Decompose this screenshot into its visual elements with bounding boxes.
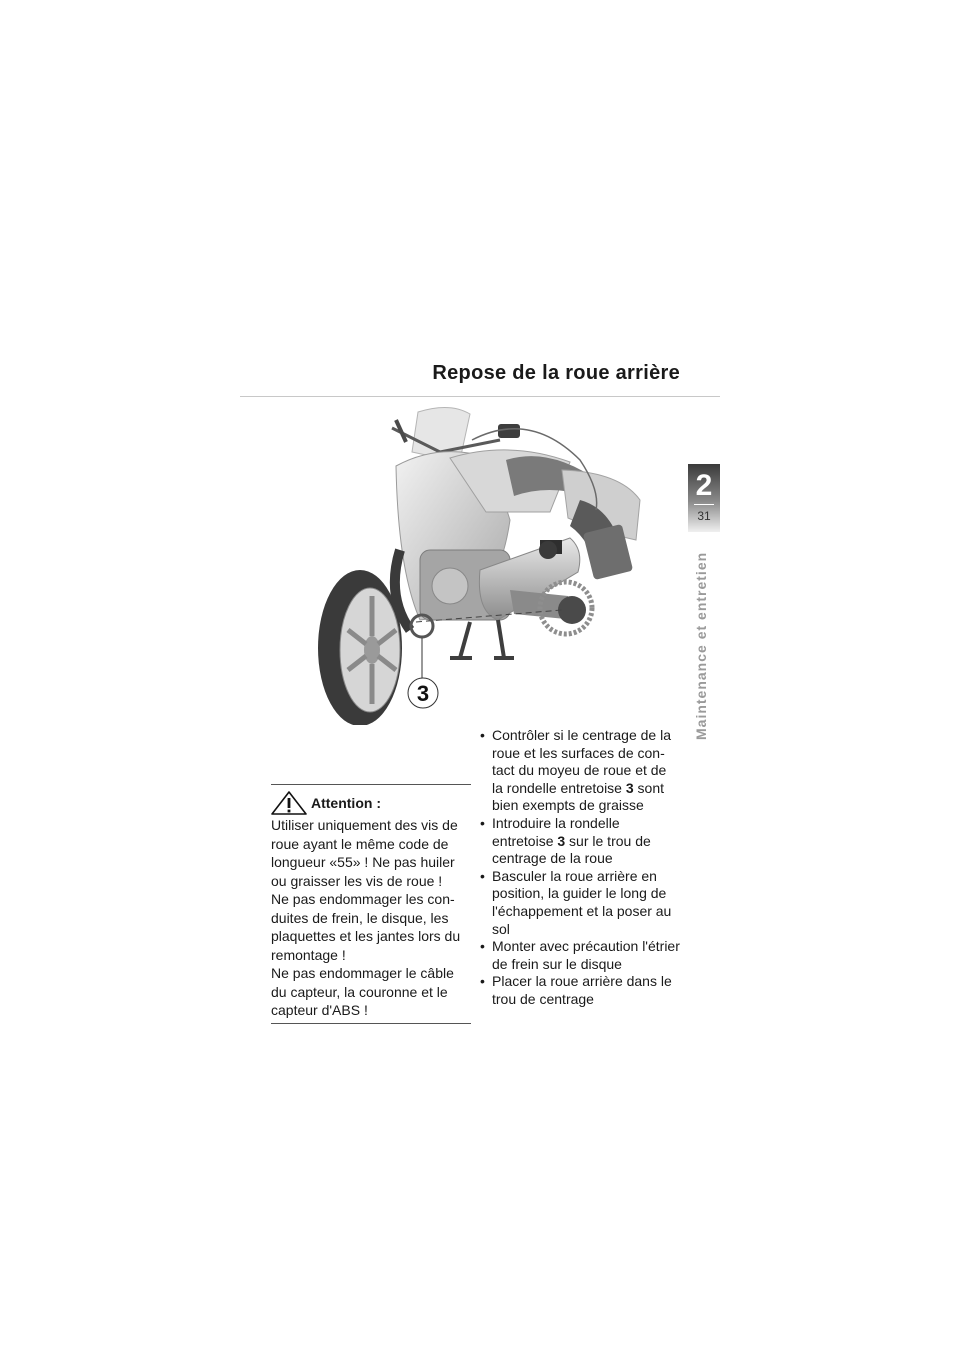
chapter-side-label: Maintenance et entretien bbox=[693, 551, 709, 740]
rear-hub bbox=[558, 596, 586, 624]
motorcycle-rear-wheel-illustration bbox=[300, 400, 690, 725]
step-item: • Introduire la rondelle entretoise 3 sur le trou de centrage de la roue bbox=[480, 815, 680, 868]
chapter-number: 2 bbox=[695, 469, 713, 502]
step-item: • Basculer la roue arrière en position, la guider le long de l'échappement et la poser au sol bbox=[480, 868, 680, 938]
part-reference: 3 bbox=[625, 779, 634, 796]
rear-rim-hub bbox=[364, 636, 380, 664]
title-divider bbox=[240, 396, 720, 397]
part-reference: 3 bbox=[557, 832, 566, 849]
step-item: • Placer la roue arrière dans le trou de centrage bbox=[480, 973, 680, 1008]
warning-title: Attention : bbox=[311, 794, 381, 811]
warning-heading bbox=[271, 791, 471, 815]
chapter-tab bbox=[688, 464, 720, 532]
chapter-underline bbox=[694, 504, 714, 505]
warning-box bbox=[271, 784, 471, 1024]
centre-stand bbox=[450, 620, 514, 658]
procedure-steps bbox=[480, 727, 680, 1009]
mirror-right bbox=[498, 424, 520, 438]
warning-triangle-icon bbox=[271, 791, 307, 815]
page-number: 31 bbox=[697, 509, 711, 523]
callout-label: 3 bbox=[416, 681, 430, 706]
step-item: • Monter avec précaution l'étrier de frein sur le disque bbox=[480, 938, 680, 973]
warning-paragraph: Ne pas endommager le câble du capteur, la couronne et le capteur d'ABS ! bbox=[271, 965, 454, 1018]
step-item: • Contrôler si le centrage de la roue et les surfaces de con-tact du moyeu de roue et de la rondelle entretoise 3 sont bien exempts de graisse bbox=[480, 727, 680, 815]
page-title: Repose de la roue arrière bbox=[432, 362, 680, 384]
warning-paragraph: Ne pas endommager les con-duites de frein, le disque, les plaquettes et les jantes lors du remontage ! bbox=[271, 891, 461, 963]
shock-absorber bbox=[539, 541, 557, 559]
warning-paragraph: Utiliser uniquement des vis de roue ayant le même code de longueur «55» ! Ne pas huiler ou graisser les vis de roue ! bbox=[271, 817, 458, 889]
engine-cover bbox=[432, 568, 468, 604]
